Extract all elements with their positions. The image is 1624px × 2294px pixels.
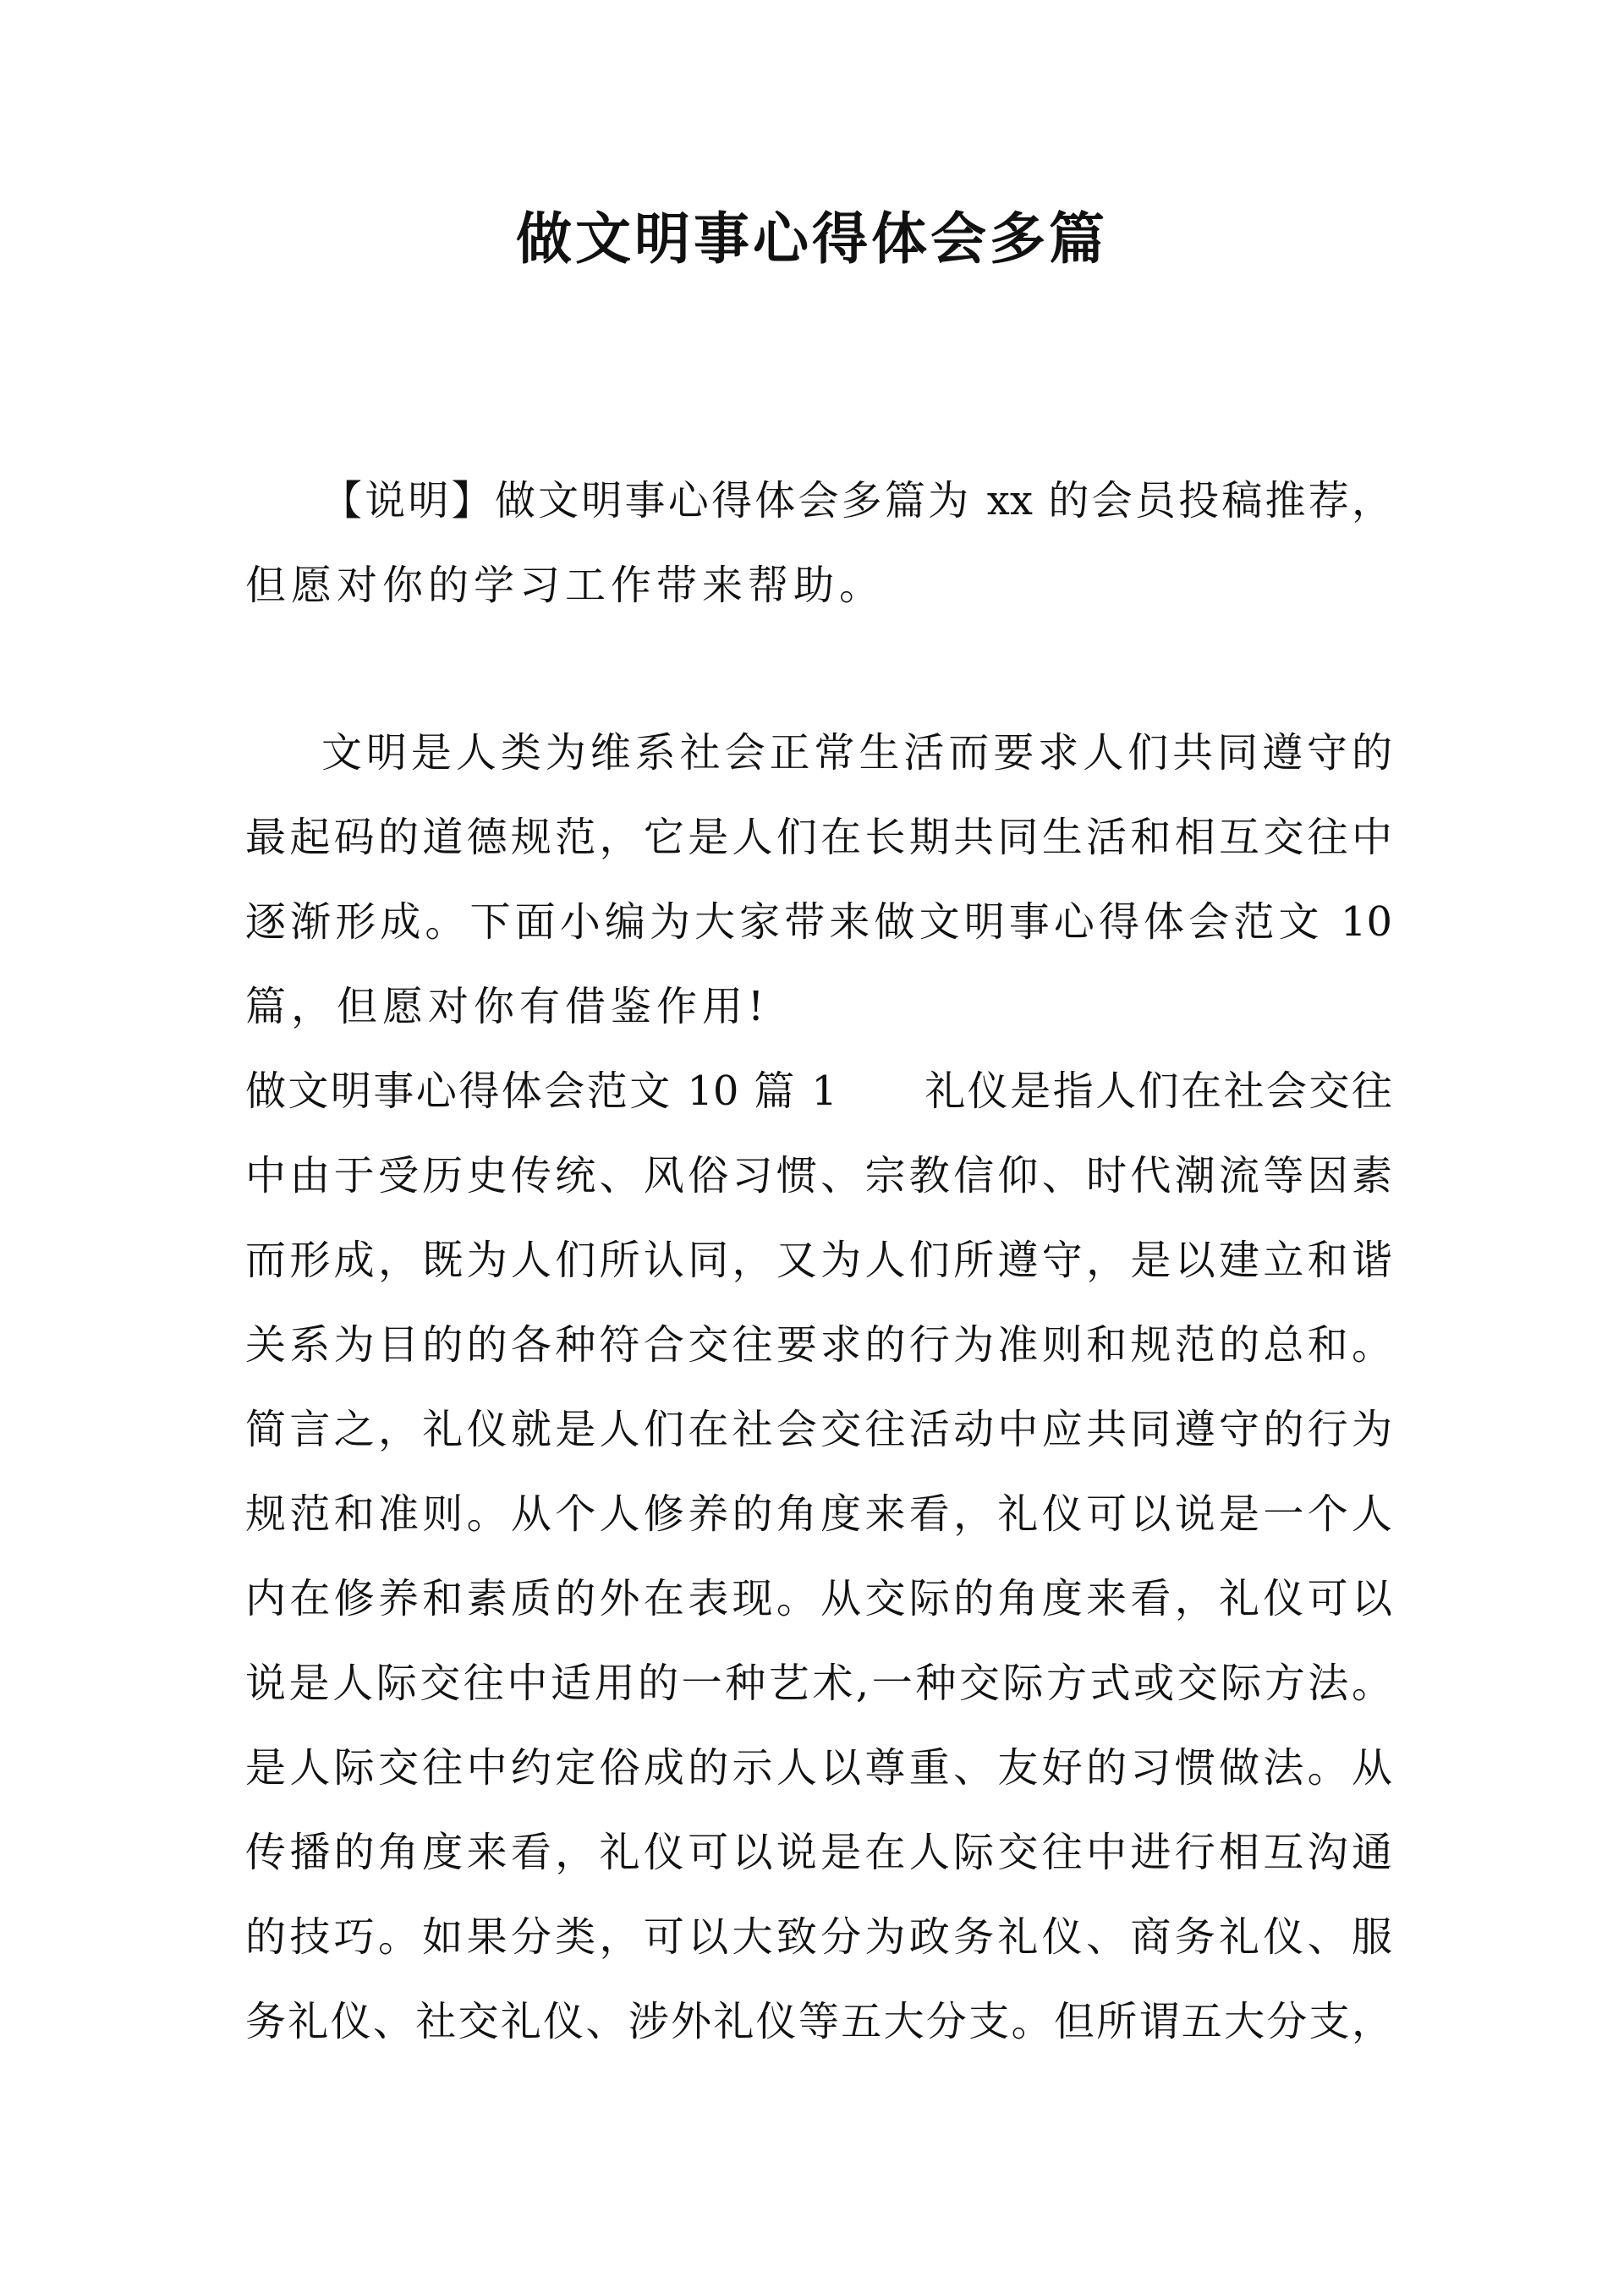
body-line: 关系为目的的各种符合交往要求的行为准则和规范的总和。	[245, 1321, 1392, 1369]
body-line: 说是人际交往中适用的一种艺术,一种交际方式或交际方法。	[245, 1660, 1392, 1707]
note-line: 【说明】做文明事心得体会多篇为 xx 的会员投稿推荐，	[321, 477, 1392, 524]
document-title: 做文明事心得体会多篇	[516, 206, 1108, 272]
body-line: 务礼仪、社交礼仪、涉外礼仪等五大分支。但所谓五大分支，	[245, 1998, 1392, 2045]
body-line: 规范和准则。从个人修养的角度来看，礼仪可以说是一个人	[245, 1490, 1392, 1538]
intro-line: 篇，但愿对你有借鉴作用!	[245, 983, 770, 1030]
body-line: 是人际交往中约定俗成的示人以尊重、友好的习惯做法。从	[245, 1744, 1392, 1792]
body-line: 做文明事心得体会范文 10 篇 1 礼仪是指人们在社会交往	[245, 1067, 1392, 1115]
body-line: 中由于受历史传统、风俗习惯、宗教信仰、时代潮流等因素	[245, 1152, 1392, 1199]
intro-line: 文明是人类为维系社会正常生活而要求人们共同遵守的	[321, 729, 1392, 777]
body-line: 的技巧。如果分类，可以大致分为政务礼仪、商务礼仪、服	[245, 1913, 1392, 1961]
note-line: 但愿对你的学习工作带来帮助。	[245, 562, 886, 609]
body-line: 简言之，礼仪就是人们在社会交往活动中应共同遵守的行为	[245, 1406, 1392, 1453]
body-line: 内在修养和素质的外在表现。从交际的角度来看，礼仪可以	[245, 1575, 1392, 1622]
intro-line: 逐渐形成。下面小编为大家带来做文明事心得体会范文 10	[245, 898, 1392, 946]
intro-line: 最起码的道德规范，它是人们在长期共同生活和相互交往中	[245, 814, 1392, 861]
body-line: 而形成，既为人们所认同，又为人们所遵守，是以建立和谐	[245, 1237, 1392, 1284]
body-line: 传播的角度来看，礼仪可以说是在人际交往中进行相互沟通	[245, 1829, 1392, 1876]
